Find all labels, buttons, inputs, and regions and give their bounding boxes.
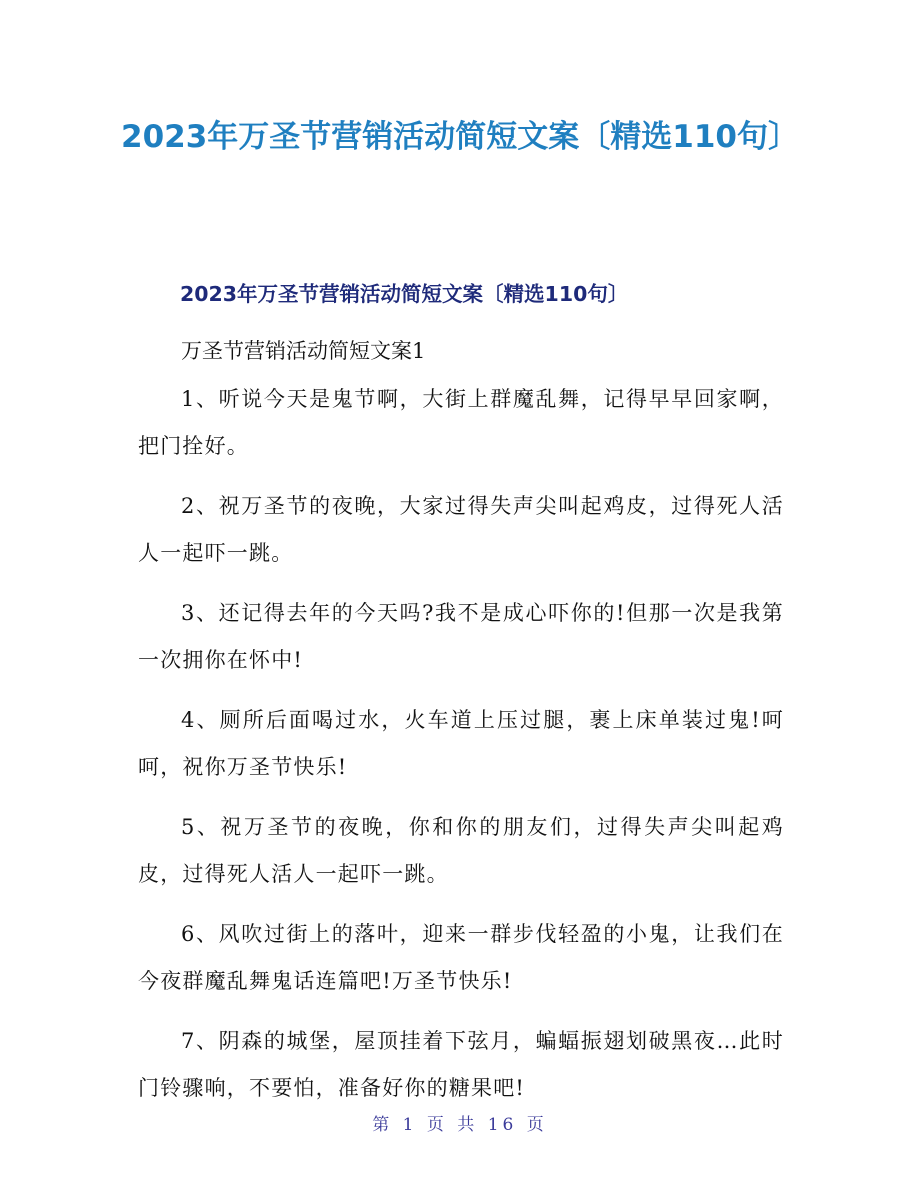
list-item: 1、听说今天是鬼节啊，大街上群魔乱舞，记得早早回家啊，把门拴好。 [138,387,784,458]
document-subtitle: 2023年万圣节营销活动简短文案〔精选110句〕 [180,282,629,306]
list-item: 7、阴森的城堡，屋顶挂着下弦月，蝙蝠振翅划破黑夜…此时门铃骤响，不要怕，准备好你的糖果吧! [138,1029,784,1100]
list-item: 2、祝万圣节的夜晚，大家过得失声尖叫起鸡皮，过得死人活人一起吓一跳。 [138,494,784,565]
document-title: 2023年万圣节营销活动简短文案〔精选110句〕 [121,119,799,155]
list-item: 3、还记得去年的今天吗?我不是成心吓你的!但那一次是我第一次拥你在怀中! [138,601,784,672]
list-item: 4、厕所后面喝过水，火车道上压过腿，裹上床单装过鬼!呵呵，祝你万圣节快乐! [138,708,784,779]
list-item: 5、祝万圣节的夜晚，你和你的朋友们，过得失声尖叫起鸡皮，过得死人活人一起吓一跳。 [138,815,784,886]
page-indicator: 第 1 页 共 16 页 [372,1115,548,1135]
list-item: 6、风吹过街上的落叶，迎来一群步伐轻盈的小鬼，让我们在今夜群魔乱舞鬼话连篇吧!万圣节快乐! [138,922,784,993]
item-list [138,376,784,1125]
section-heading: 万圣节营销活动简短文案1 [181,339,426,363]
